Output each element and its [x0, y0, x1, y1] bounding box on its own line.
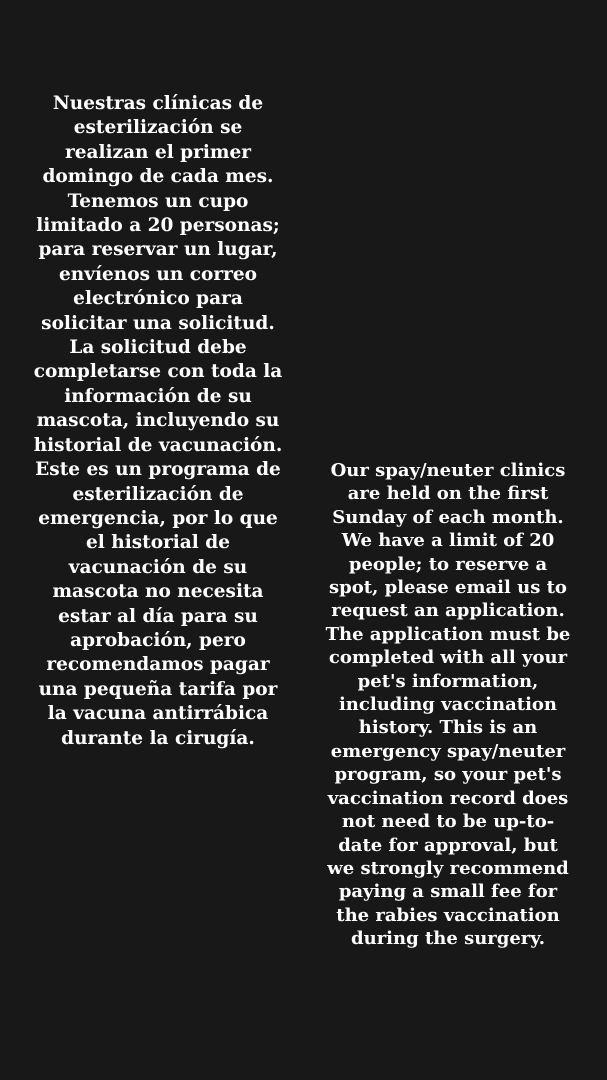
spanish-announcement-text: Nuestras clínicas de esterilización se realizan el primer domingo de cada mes. Tenemos un cupo limitado a 20 personas; para reservar un lugar, envíenos un correo electrónico para solicitar una solicitud. La solicitud debe completarse con toda la información de su mascota, incluyendo su historial de vacunación. Este es un programa de esterilización de emergencia, por lo que el historial de vacunación de su mascota no necesita estar al día para su aprobación, pero recomendamos pagar una pequeña tarifa por la vacuna antirrábica durante la cirugía.: [33, 93, 283, 749]
english-announcement-text: Our spay/neuter clinics are held on the first Sunday of each month. We have a limit of 20 people; to reserve a spot, please email us to request an application. The application must be completed with all your pet's information, including vaccination history. This is an emergency spay/neuter program, so your pet's vaccination record does not need to be up-to- date for approval, but we strongly recommend paying a small fee for the rabies vaccination during the surgery.: [325, 460, 571, 950]
